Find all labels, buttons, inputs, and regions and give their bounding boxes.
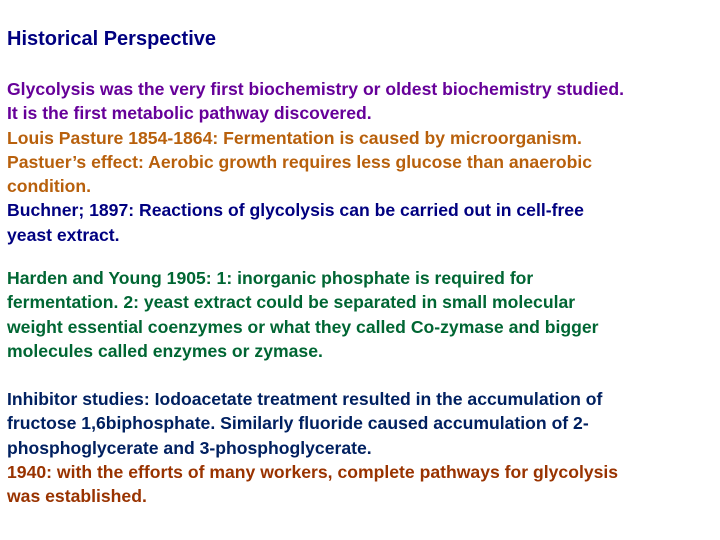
paragraph-early-history (7, 77, 717, 247)
text-line: fructose 1,6biphosphate. Similarly fluoride caused accumulation of 2- (7, 413, 589, 434)
text-line: yeast extract. (7, 224, 120, 245)
text-line: Pastuer’s effect: Aerobic growth requires less glucose than anaerobic (7, 151, 593, 172)
slide-title: Historical Perspective (7, 28, 216, 50)
text-line: fermentation. 2: yeast extract could be separated in small molecular (7, 292, 576, 313)
text-line: phosphoglycerate and 3-phosphoglycerate. (7, 437, 372, 458)
text-line: weight essential coenzymes or what they called Co-zymase and bigger (7, 316, 599, 337)
text-line: molecules called enzymes or zymase. (7, 340, 323, 361)
text-line: Glycolysis was the very first biochemistry or oldest biochemistry studied. (7, 79, 624, 99)
text-line: Louis Pasture 1854-1864: Fermentation is caused by microorganism. (7, 127, 582, 148)
text-line: It is the first metabolic pathway discovered. (7, 103, 372, 124)
text-line: condition. (7, 176, 92, 197)
text-line: 1940: with the efforts of many workers, complete pathways for glycolysis (7, 461, 619, 482)
text-line: was established. (7, 486, 147, 507)
text-line: Harden and Young 1905: 1: inorganic phosphate is required for (7, 268, 534, 288)
paragraph-harden-young (7, 266, 717, 363)
text-line: Buchner; 1897: Reactions of glycolysis can be carried out in cell-free (7, 200, 584, 221)
paragraph-inhibitor-studies (7, 387, 717, 508)
text-line: Inhibitor studies: Iodoacetate treatment resulted in the accumulation of (7, 389, 603, 409)
